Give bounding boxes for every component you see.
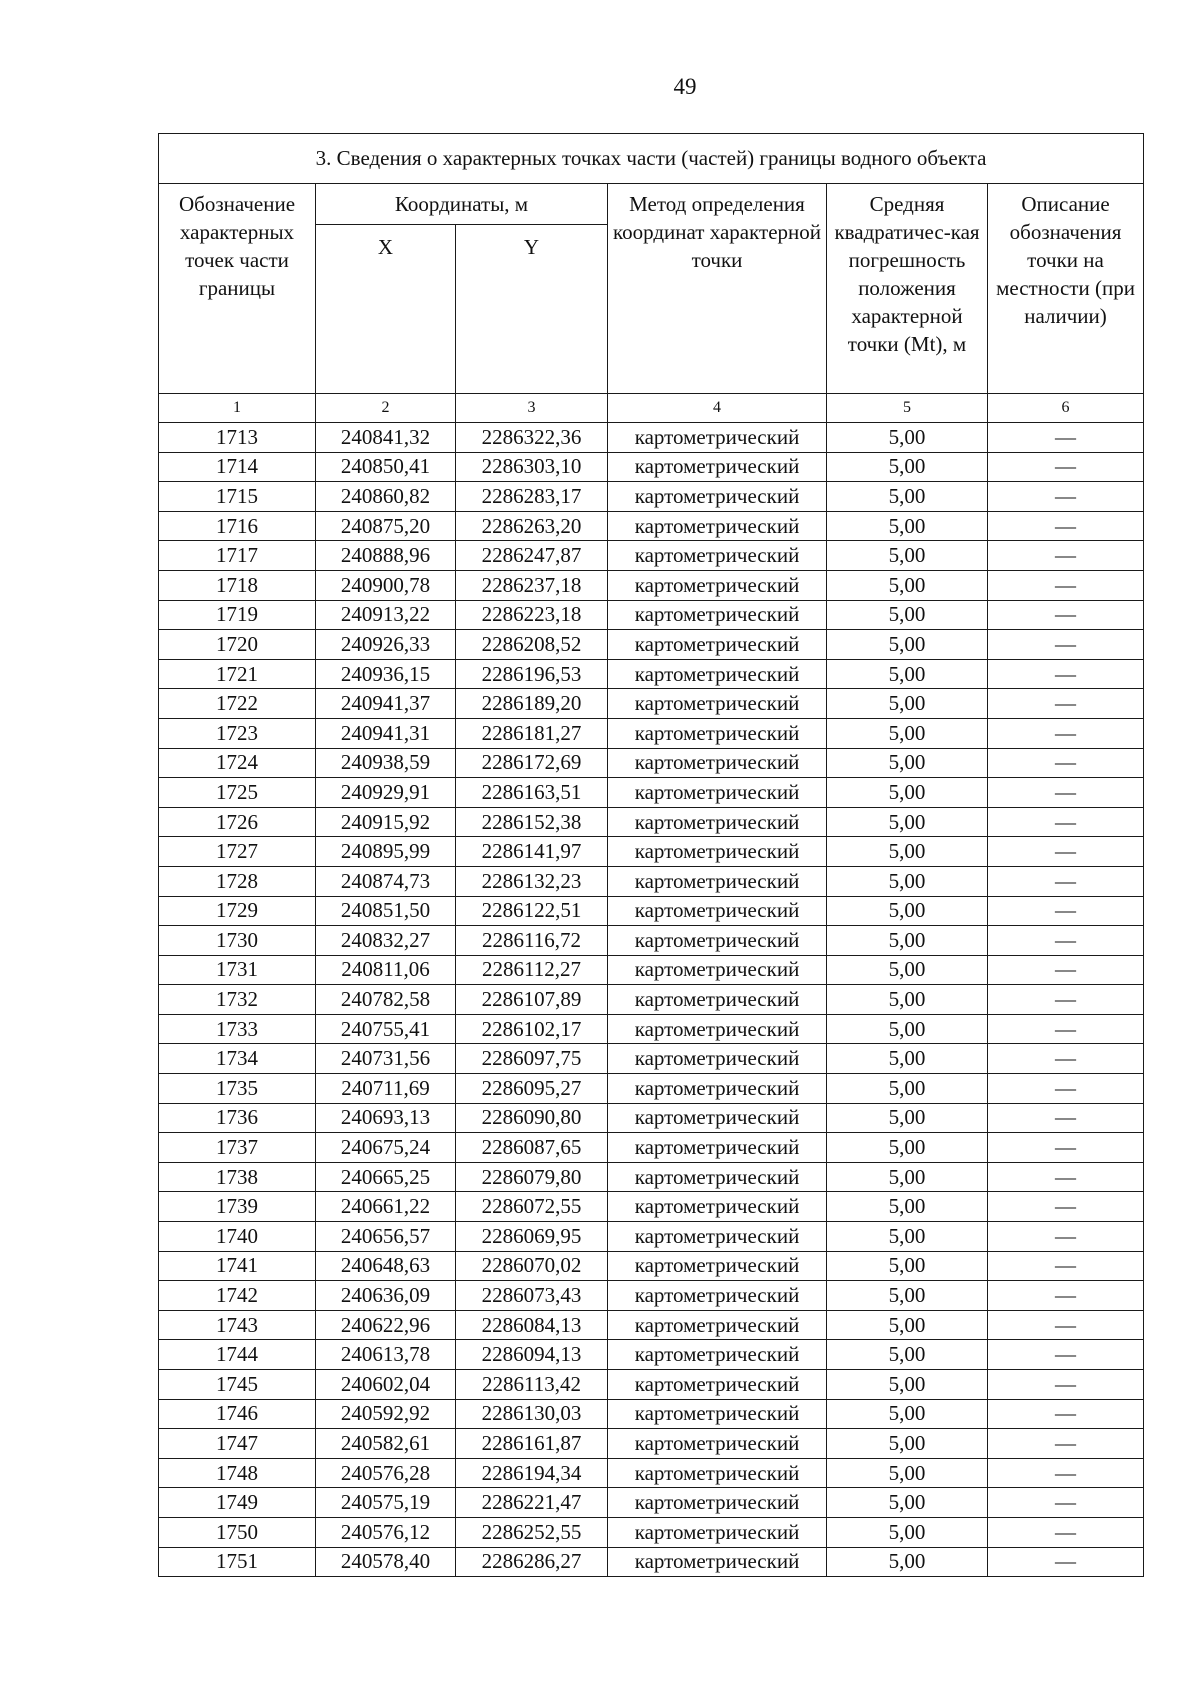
description-cell: —	[988, 1281, 1144, 1311]
y-coordinate-cell: 2286072,55	[456, 1192, 608, 1222]
y-coordinate-cell: 2286102,17	[456, 1014, 608, 1044]
x-coordinate-cell: 240575,19	[316, 1488, 456, 1518]
column-number: 2	[316, 394, 456, 423]
x-coordinate-cell: 240850,41	[316, 452, 456, 482]
method-cell: картометрический	[608, 1547, 827, 1577]
table-row	[159, 1458, 1144, 1488]
description-cell: —	[988, 452, 1144, 482]
x-coordinate-cell: 240693,13	[316, 1103, 456, 1133]
y-coordinate-cell: 2286252,55	[456, 1517, 608, 1547]
point-id-cell: 1721	[159, 659, 316, 689]
description-cell: —	[988, 1547, 1144, 1577]
error-cell: 5,00	[827, 659, 988, 689]
point-id-cell: 1728	[159, 866, 316, 896]
x-coordinate-cell: 240755,41	[316, 1014, 456, 1044]
description-cell: —	[988, 1488, 1144, 1518]
description-cell: —	[988, 1103, 1144, 1133]
point-id-cell: 1750	[159, 1517, 316, 1547]
point-id-cell: 1732	[159, 985, 316, 1015]
method-cell: картометрический	[608, 452, 827, 482]
point-id-cell: 1718	[159, 570, 316, 600]
method-cell: картометрический	[608, 866, 827, 896]
error-cell: 5,00	[827, 511, 988, 541]
error-cell: 5,00	[827, 778, 988, 808]
error-cell: 5,00	[827, 689, 988, 719]
description-cell: —	[988, 1251, 1144, 1281]
description-cell: —	[988, 807, 1144, 837]
x-coordinate-cell: 240875,20	[316, 511, 456, 541]
y-coordinate-cell: 2286073,43	[456, 1281, 608, 1311]
x-coordinate-cell: 240895,99	[316, 837, 456, 867]
table-row	[159, 423, 1144, 453]
error-cell: 5,00	[827, 807, 988, 837]
description-cell: —	[988, 1370, 1144, 1400]
y-coordinate-cell: 2286069,95	[456, 1222, 608, 1252]
table-row	[159, 866, 1144, 896]
y-coordinate-cell: 2286084,13	[456, 1310, 608, 1340]
table-row	[159, 689, 1144, 719]
x-coordinate-cell: 240578,40	[316, 1547, 456, 1577]
method-cell: картометрический	[608, 1429, 827, 1459]
error-cell: 5,00	[827, 1399, 988, 1429]
error-cell: 5,00	[827, 1044, 988, 1074]
error-cell: 5,00	[827, 718, 988, 748]
x-coordinate-cell: 240915,92	[316, 807, 456, 837]
method-cell: картометрический	[608, 1458, 827, 1488]
error-cell: 5,00	[827, 866, 988, 896]
column-number: 6	[988, 394, 1144, 423]
header-description: Описание обозначения точки на местности (при наличии)	[988, 184, 1144, 394]
y-coordinate-cell: 2286094,13	[456, 1340, 608, 1370]
description-cell: —	[988, 748, 1144, 778]
x-coordinate-cell: 240900,78	[316, 570, 456, 600]
description-cell: —	[988, 630, 1144, 660]
error-cell: 5,00	[827, 1192, 988, 1222]
method-cell: картометрический	[608, 1133, 827, 1163]
error-cell: 5,00	[827, 1340, 988, 1370]
description-cell: —	[988, 600, 1144, 630]
error-cell: 5,00	[827, 1133, 988, 1163]
y-coordinate-cell: 2286161,87	[456, 1429, 608, 1459]
table-row	[159, 659, 1144, 689]
error-cell: 5,00	[827, 1429, 988, 1459]
x-coordinate-cell: 240926,33	[316, 630, 456, 660]
y-coordinate-cell: 2286141,97	[456, 837, 608, 867]
point-id-cell: 1737	[159, 1133, 316, 1163]
error-cell: 5,00	[827, 1310, 988, 1340]
y-coordinate-cell: 2286097,75	[456, 1044, 608, 1074]
error-cell: 5,00	[827, 1162, 988, 1192]
method-cell: картометрический	[608, 1370, 827, 1400]
point-id-cell: 1745	[159, 1370, 316, 1400]
point-id-cell: 1744	[159, 1340, 316, 1370]
method-cell: картометрический	[608, 1044, 827, 1074]
point-id-cell: 1726	[159, 807, 316, 837]
method-cell: картометрический	[608, 837, 827, 867]
y-coordinate-cell: 2286172,69	[456, 748, 608, 778]
method-cell: картометрический	[608, 1222, 827, 1252]
error-cell: 5,00	[827, 985, 988, 1015]
description-cell: —	[988, 1133, 1144, 1163]
description-cell: —	[988, 570, 1144, 600]
y-coordinate-cell: 2286286,27	[456, 1547, 608, 1577]
x-coordinate-cell: 240929,91	[316, 778, 456, 808]
x-coordinate-cell: 240782,58	[316, 985, 456, 1015]
table-row	[159, 1251, 1144, 1281]
method-cell: картометрический	[608, 659, 827, 689]
description-cell: —	[988, 1074, 1144, 1104]
table-row	[159, 896, 1144, 926]
description-cell: —	[988, 718, 1144, 748]
table-row	[159, 1103, 1144, 1133]
table-row	[159, 1192, 1144, 1222]
point-id-cell: 1736	[159, 1103, 316, 1133]
error-cell: 5,00	[827, 452, 988, 482]
error-cell: 5,00	[827, 1547, 988, 1577]
method-cell: картометрический	[608, 1399, 827, 1429]
x-coordinate-cell: 240832,27	[316, 926, 456, 956]
header-x: X	[316, 225, 456, 394]
method-cell: картометрический	[608, 1251, 827, 1281]
description-cell: —	[988, 837, 1144, 867]
table-row	[159, 511, 1144, 541]
point-id-cell: 1713	[159, 423, 316, 453]
description-cell: —	[988, 866, 1144, 896]
y-coordinate-cell: 2286070,02	[456, 1251, 608, 1281]
boundary-points-table	[158, 133, 1144, 1577]
description-cell: —	[988, 955, 1144, 985]
method-cell: картометрический	[608, 482, 827, 512]
point-id-cell: 1735	[159, 1074, 316, 1104]
header-y: Y	[456, 225, 608, 394]
x-coordinate-cell: 240938,59	[316, 748, 456, 778]
method-cell: картометрический	[608, 1192, 827, 1222]
table-row	[159, 985, 1144, 1015]
x-coordinate-cell: 240711,69	[316, 1074, 456, 1104]
error-cell: 5,00	[827, 748, 988, 778]
x-coordinate-cell: 240841,32	[316, 423, 456, 453]
table-row	[159, 1370, 1144, 1400]
table-row	[159, 1074, 1144, 1104]
x-coordinate-cell: 240665,25	[316, 1162, 456, 1192]
error-cell: 5,00	[827, 837, 988, 867]
y-coordinate-cell: 2286283,17	[456, 482, 608, 512]
point-id-cell: 1734	[159, 1044, 316, 1074]
description-cell: —	[988, 1517, 1144, 1547]
y-coordinate-cell: 2286196,53	[456, 659, 608, 689]
method-cell: картометрический	[608, 985, 827, 1015]
point-id-cell: 1741	[159, 1251, 316, 1281]
error-cell: 5,00	[827, 1014, 988, 1044]
point-id-cell: 1715	[159, 482, 316, 512]
column-number: 3	[456, 394, 608, 423]
table-row	[159, 1281, 1144, 1311]
error-cell: 5,00	[827, 926, 988, 956]
error-cell: 5,00	[827, 1222, 988, 1252]
column-number: 4	[608, 394, 827, 423]
error-cell: 5,00	[827, 1488, 988, 1518]
x-coordinate-cell: 240874,73	[316, 866, 456, 896]
x-coordinate-cell: 240675,24	[316, 1133, 456, 1163]
y-coordinate-cell: 2286223,18	[456, 600, 608, 630]
method-cell: картометрический	[608, 926, 827, 956]
method-cell: картометрический	[608, 1103, 827, 1133]
section-title: 3. Сведения о характерных точках части (частей) границы водного объекта	[159, 134, 1144, 184]
y-coordinate-cell: 2286194,34	[456, 1458, 608, 1488]
point-id-cell: 1722	[159, 689, 316, 719]
table-row	[159, 452, 1144, 482]
method-cell: картометрический	[608, 1162, 827, 1192]
x-coordinate-cell: 240731,56	[316, 1044, 456, 1074]
description-cell: —	[988, 926, 1144, 956]
description-cell: —	[988, 1399, 1144, 1429]
y-coordinate-cell: 2286107,89	[456, 985, 608, 1015]
point-id-cell: 1751	[159, 1547, 316, 1577]
x-coordinate-cell: 240656,57	[316, 1222, 456, 1252]
table-row	[159, 600, 1144, 630]
point-id-cell: 1725	[159, 778, 316, 808]
x-coordinate-cell: 240811,06	[316, 955, 456, 985]
table-row	[159, 482, 1144, 512]
method-cell: картометрический	[608, 1340, 827, 1370]
method-cell: картометрический	[608, 896, 827, 926]
method-cell: картометрический	[608, 600, 827, 630]
header-method: Метод определения координат характерной точки	[608, 184, 827, 394]
x-coordinate-cell: 240860,82	[316, 482, 456, 512]
description-cell: —	[988, 659, 1144, 689]
point-id-cell: 1743	[159, 1310, 316, 1340]
error-cell: 5,00	[827, 570, 988, 600]
x-coordinate-cell: 240602,04	[316, 1370, 456, 1400]
x-coordinate-cell: 240941,31	[316, 718, 456, 748]
point-id-cell: 1719	[159, 600, 316, 630]
method-cell: картометрический	[608, 511, 827, 541]
point-id-cell: 1720	[159, 630, 316, 660]
error-cell: 5,00	[827, 955, 988, 985]
table-row	[159, 807, 1144, 837]
table-row	[159, 570, 1144, 600]
x-coordinate-cell: 240636,09	[316, 1281, 456, 1311]
point-id-cell: 1730	[159, 926, 316, 956]
y-coordinate-cell: 2286087,65	[456, 1133, 608, 1163]
table-row	[159, 1044, 1144, 1074]
table-row	[159, 837, 1144, 867]
error-cell: 5,00	[827, 896, 988, 926]
method-cell: картометрический	[608, 1517, 827, 1547]
x-coordinate-cell: 240622,96	[316, 1310, 456, 1340]
y-coordinate-cell: 2286122,51	[456, 896, 608, 926]
table-row	[159, 1547, 1144, 1577]
point-id-cell: 1749	[159, 1488, 316, 1518]
x-coordinate-cell: 240613,78	[316, 1340, 456, 1370]
description-cell: —	[988, 482, 1144, 512]
point-id-cell: 1739	[159, 1192, 316, 1222]
point-id-cell: 1733	[159, 1014, 316, 1044]
description-cell: —	[988, 1192, 1144, 1222]
x-coordinate-cell: 240913,22	[316, 600, 456, 630]
y-coordinate-cell: 2286095,27	[456, 1074, 608, 1104]
x-coordinate-cell: 240576,12	[316, 1517, 456, 1547]
method-cell: картометрический	[608, 570, 827, 600]
x-coordinate-cell: 240888,96	[316, 541, 456, 571]
error-cell: 5,00	[827, 1281, 988, 1311]
method-cell: картометрический	[608, 748, 827, 778]
table-row	[159, 1429, 1144, 1459]
description-cell: —	[988, 1014, 1144, 1044]
table-row	[159, 1399, 1144, 1429]
column-number: 5	[827, 394, 988, 423]
x-coordinate-cell: 240851,50	[316, 896, 456, 926]
x-coordinate-cell: 240661,22	[316, 1192, 456, 1222]
error-cell: 5,00	[827, 541, 988, 571]
table-row	[159, 748, 1144, 778]
description-cell: —	[988, 896, 1144, 926]
table-row	[159, 926, 1144, 956]
point-id-cell: 1746	[159, 1399, 316, 1429]
error-cell: 5,00	[827, 600, 988, 630]
method-cell: картометрический	[608, 1074, 827, 1104]
method-cell: картометрический	[608, 630, 827, 660]
error-cell: 5,00	[827, 482, 988, 512]
table-row	[159, 778, 1144, 808]
point-id-cell: 1724	[159, 748, 316, 778]
column-number: 1	[159, 394, 316, 423]
table-row	[159, 630, 1144, 660]
point-id-cell: 1716	[159, 511, 316, 541]
x-coordinate-cell: 240576,28	[316, 1458, 456, 1488]
description-cell: —	[988, 1162, 1144, 1192]
description-cell: —	[988, 778, 1144, 808]
y-coordinate-cell: 2286322,36	[456, 423, 608, 453]
error-cell: 5,00	[827, 1074, 988, 1104]
point-id-cell: 1747	[159, 1429, 316, 1459]
y-coordinate-cell: 2286189,20	[456, 689, 608, 719]
description-cell: —	[988, 1458, 1144, 1488]
y-coordinate-cell: 2286163,51	[456, 778, 608, 808]
table-row	[159, 1133, 1144, 1163]
y-coordinate-cell: 2286130,03	[456, 1399, 608, 1429]
method-cell: картометрический	[608, 423, 827, 453]
method-cell: картометрический	[608, 778, 827, 808]
header-designation: Обозначение характерных точек части границы	[159, 184, 316, 394]
point-id-cell: 1748	[159, 1458, 316, 1488]
description-cell: —	[988, 985, 1144, 1015]
x-coordinate-cell: 240941,37	[316, 689, 456, 719]
y-coordinate-cell: 2286247,87	[456, 541, 608, 571]
table-row	[159, 1340, 1144, 1370]
point-id-cell: 1714	[159, 452, 316, 482]
method-cell: картометрический	[608, 718, 827, 748]
table-row	[159, 541, 1144, 571]
table-row	[159, 1162, 1144, 1192]
description-cell: —	[988, 511, 1144, 541]
description-cell: —	[988, 689, 1144, 719]
description-cell: —	[988, 1340, 1144, 1370]
x-coordinate-cell: 240582,61	[316, 1429, 456, 1459]
point-id-cell: 1717	[159, 541, 316, 571]
x-coordinate-cell: 240648,63	[316, 1251, 456, 1281]
table-row	[159, 1488, 1144, 1518]
y-coordinate-cell: 2286263,20	[456, 511, 608, 541]
error-cell: 5,00	[827, 1103, 988, 1133]
error-cell: 5,00	[827, 630, 988, 660]
table-row	[159, 1014, 1144, 1044]
point-id-cell: 1740	[159, 1222, 316, 1252]
method-cell: картометрический	[608, 1310, 827, 1340]
description-cell: —	[988, 1222, 1144, 1252]
y-coordinate-cell: 2286116,72	[456, 926, 608, 956]
header-error: Средняя квадратичес-кая погрешность положения характерной точки (Mt), м	[827, 184, 988, 394]
description-cell: —	[988, 1429, 1144, 1459]
page-number: 49	[673, 74, 697, 99]
point-id-cell: 1742	[159, 1281, 316, 1311]
header-coordinates: Координаты, м	[316, 184, 608, 225]
table-row	[159, 718, 1144, 748]
table-row	[159, 1517, 1144, 1547]
y-coordinate-cell: 2286152,38	[456, 807, 608, 837]
error-cell: 5,00	[827, 1370, 988, 1400]
point-id-cell: 1723	[159, 718, 316, 748]
method-cell: картометрический	[608, 1488, 827, 1518]
method-cell: картометрический	[608, 541, 827, 571]
description-cell: —	[988, 423, 1144, 453]
method-cell: картометрический	[608, 689, 827, 719]
error-cell: 5,00	[827, 423, 988, 453]
y-coordinate-cell: 2286132,23	[456, 866, 608, 896]
point-id-cell: 1727	[159, 837, 316, 867]
point-id-cell: 1729	[159, 896, 316, 926]
y-coordinate-cell: 2286113,42	[456, 1370, 608, 1400]
table-row	[159, 1310, 1144, 1340]
description-cell: —	[988, 1310, 1144, 1340]
point-id-cell: 1731	[159, 955, 316, 985]
y-coordinate-cell: 2286237,18	[456, 570, 608, 600]
table-body	[159, 423, 1144, 1577]
description-cell: —	[988, 1044, 1144, 1074]
x-coordinate-cell: 240936,15	[316, 659, 456, 689]
error-cell: 5,00	[827, 1517, 988, 1547]
y-coordinate-cell: 2286208,52	[456, 630, 608, 660]
table-row	[159, 955, 1144, 985]
description-cell: —	[988, 541, 1144, 571]
y-coordinate-cell: 2286221,47	[456, 1488, 608, 1518]
method-cell: картометрический	[608, 955, 827, 985]
method-cell: картометрический	[608, 807, 827, 837]
error-cell: 5,00	[827, 1251, 988, 1281]
table-row	[159, 1222, 1144, 1252]
y-coordinate-cell: 2286090,80	[456, 1103, 608, 1133]
y-coordinate-cell: 2286112,27	[456, 955, 608, 985]
y-coordinate-cell: 2286303,10	[456, 452, 608, 482]
method-cell: картометрический	[608, 1281, 827, 1311]
error-cell: 5,00	[827, 1458, 988, 1488]
y-coordinate-cell: 2286181,27	[456, 718, 608, 748]
x-coordinate-cell: 240592,92	[316, 1399, 456, 1429]
y-coordinate-cell: 2286079,80	[456, 1162, 608, 1192]
point-id-cell: 1738	[159, 1162, 316, 1192]
method-cell: картометрический	[608, 1014, 827, 1044]
